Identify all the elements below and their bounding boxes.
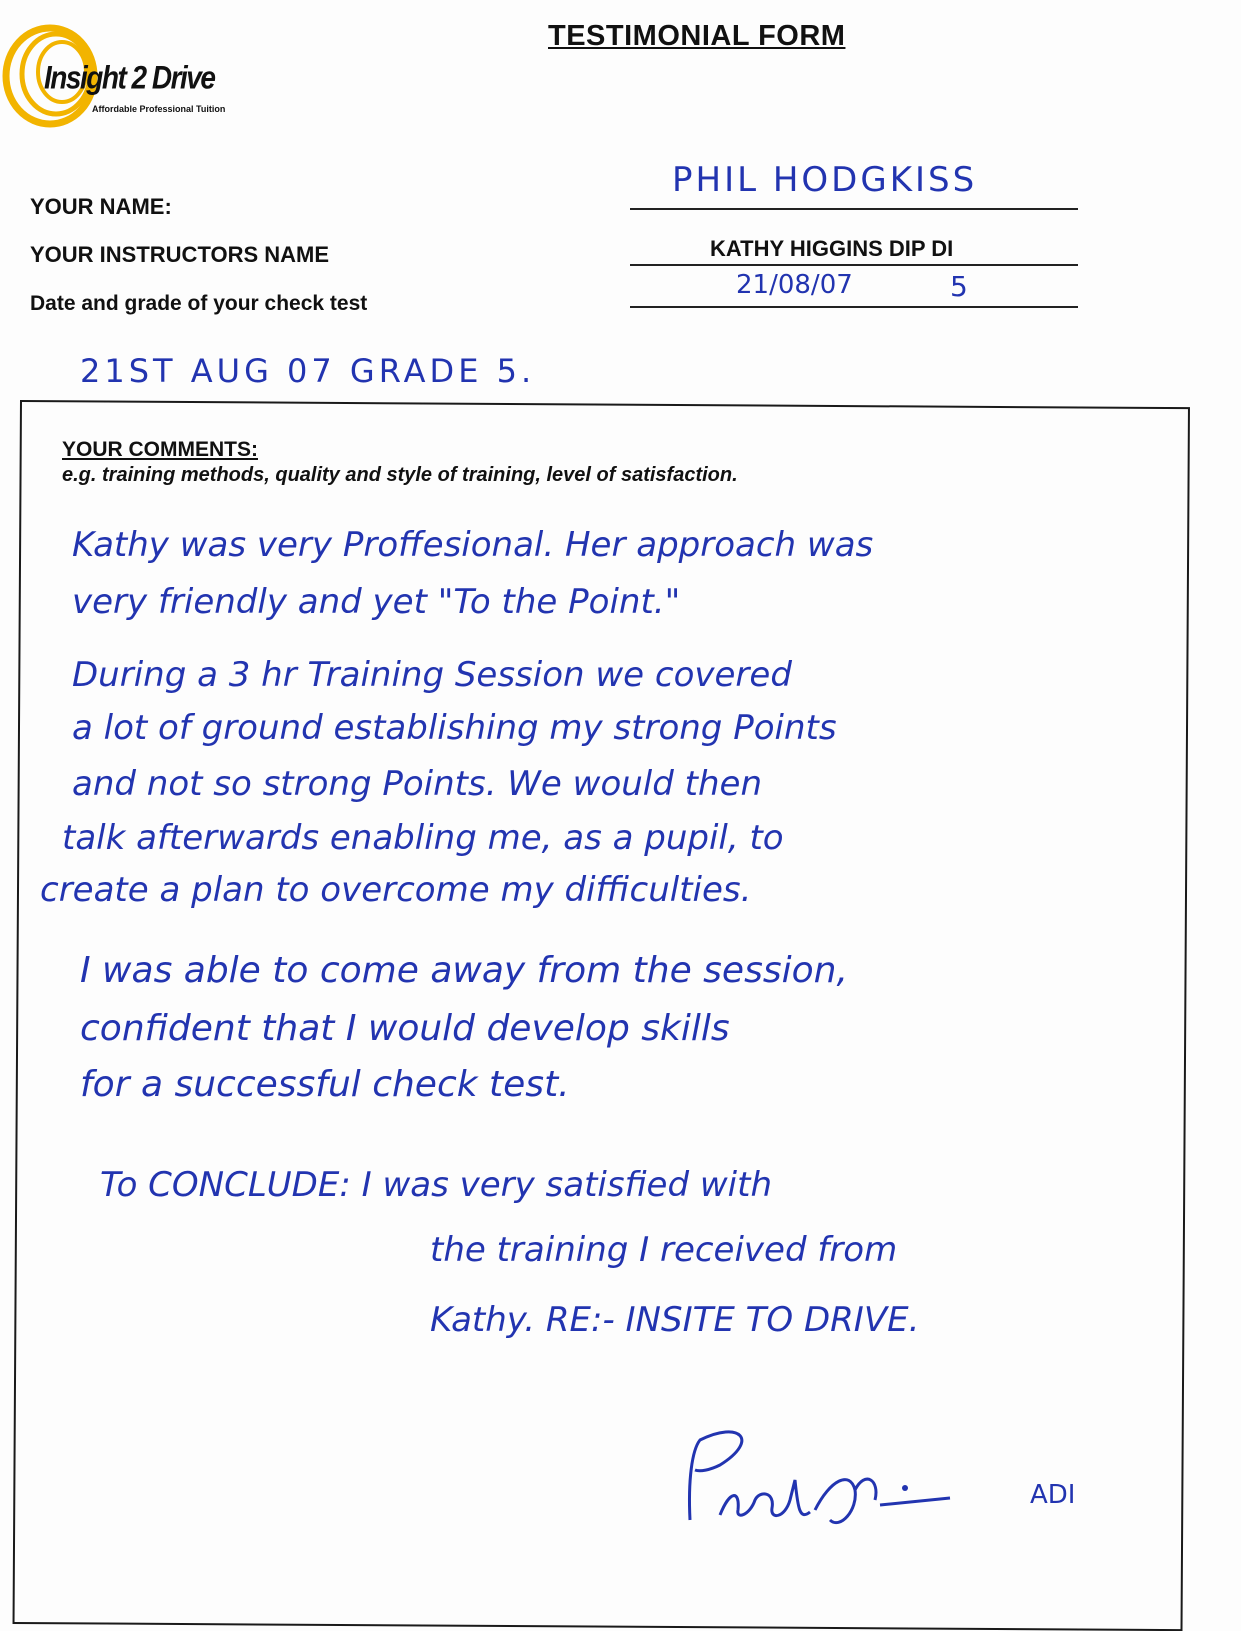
check-test-date-handwritten: 21/08/07 — [736, 270, 853, 300]
date-grade-handwritten: 21ST AUG 07 GRADE 5. — [80, 352, 536, 390]
comments-title: YOUR COMMENTS: — [62, 438, 258, 461]
comment-line: create a plan to overcome my difficulties. — [40, 870, 752, 910]
comment-line: Kathy was very Proffesional. Her approach was — [72, 525, 874, 565]
comment-line: the training I received from — [430, 1230, 898, 1270]
comment-line: a lot of ground establishing my strong Points — [72, 708, 837, 748]
instructor-name-line — [630, 264, 1078, 266]
date-grade-line — [630, 306, 1078, 308]
your-name-line — [630, 208, 1078, 210]
logo-tagline: Affordable Professional Tuition — [92, 104, 226, 114]
comment-line: confident that I would develop skills — [80, 1008, 730, 1049]
comment-line: talk afterwards enabling me, as a pupil, to — [62, 818, 784, 858]
comment-line: for a successful check test. — [80, 1064, 570, 1105]
check-test-grade-handwritten: 5 — [950, 270, 968, 303]
adi-suffix-handwritten: ADI — [1030, 1480, 1076, 1510]
comment-line: I was able to come away from the session, — [80, 950, 848, 991]
your-name-label: YOUR NAME: — [30, 194, 172, 219]
form-title: TESTIMONIAL FORM — [548, 20, 846, 52]
comment-line: During a 3 hr Training Session we covered — [72, 655, 792, 695]
comment-line: very friendly and yet "To the Point." — [72, 582, 681, 622]
logo-name: Insight 2 Drive — [44, 59, 215, 96]
company-logo — [0, 18, 260, 138]
instructor-name-value: KATHY HIGGINS DIP DI — [706, 236, 957, 262]
comment-line: and not so strong Points. We would then — [72, 764, 762, 804]
comments-hint: e.g. training methods, quality and style of training, level of satisfaction. — [62, 464, 738, 486]
comment-line: To CONCLUDE: I was very satisfied with — [100, 1165, 772, 1205]
instructor-name-label: YOUR INSTRUCTORS NAME — [30, 242, 330, 267]
date-grade-label: Date and grade of your check test — [30, 292, 368, 315]
signature-icon — [680, 1420, 980, 1540]
comment-line: Kathy. RE:- INSITE TO DRIVE. — [430, 1300, 920, 1340]
your-name-handwritten: PHIL HODGKISS — [672, 160, 978, 200]
